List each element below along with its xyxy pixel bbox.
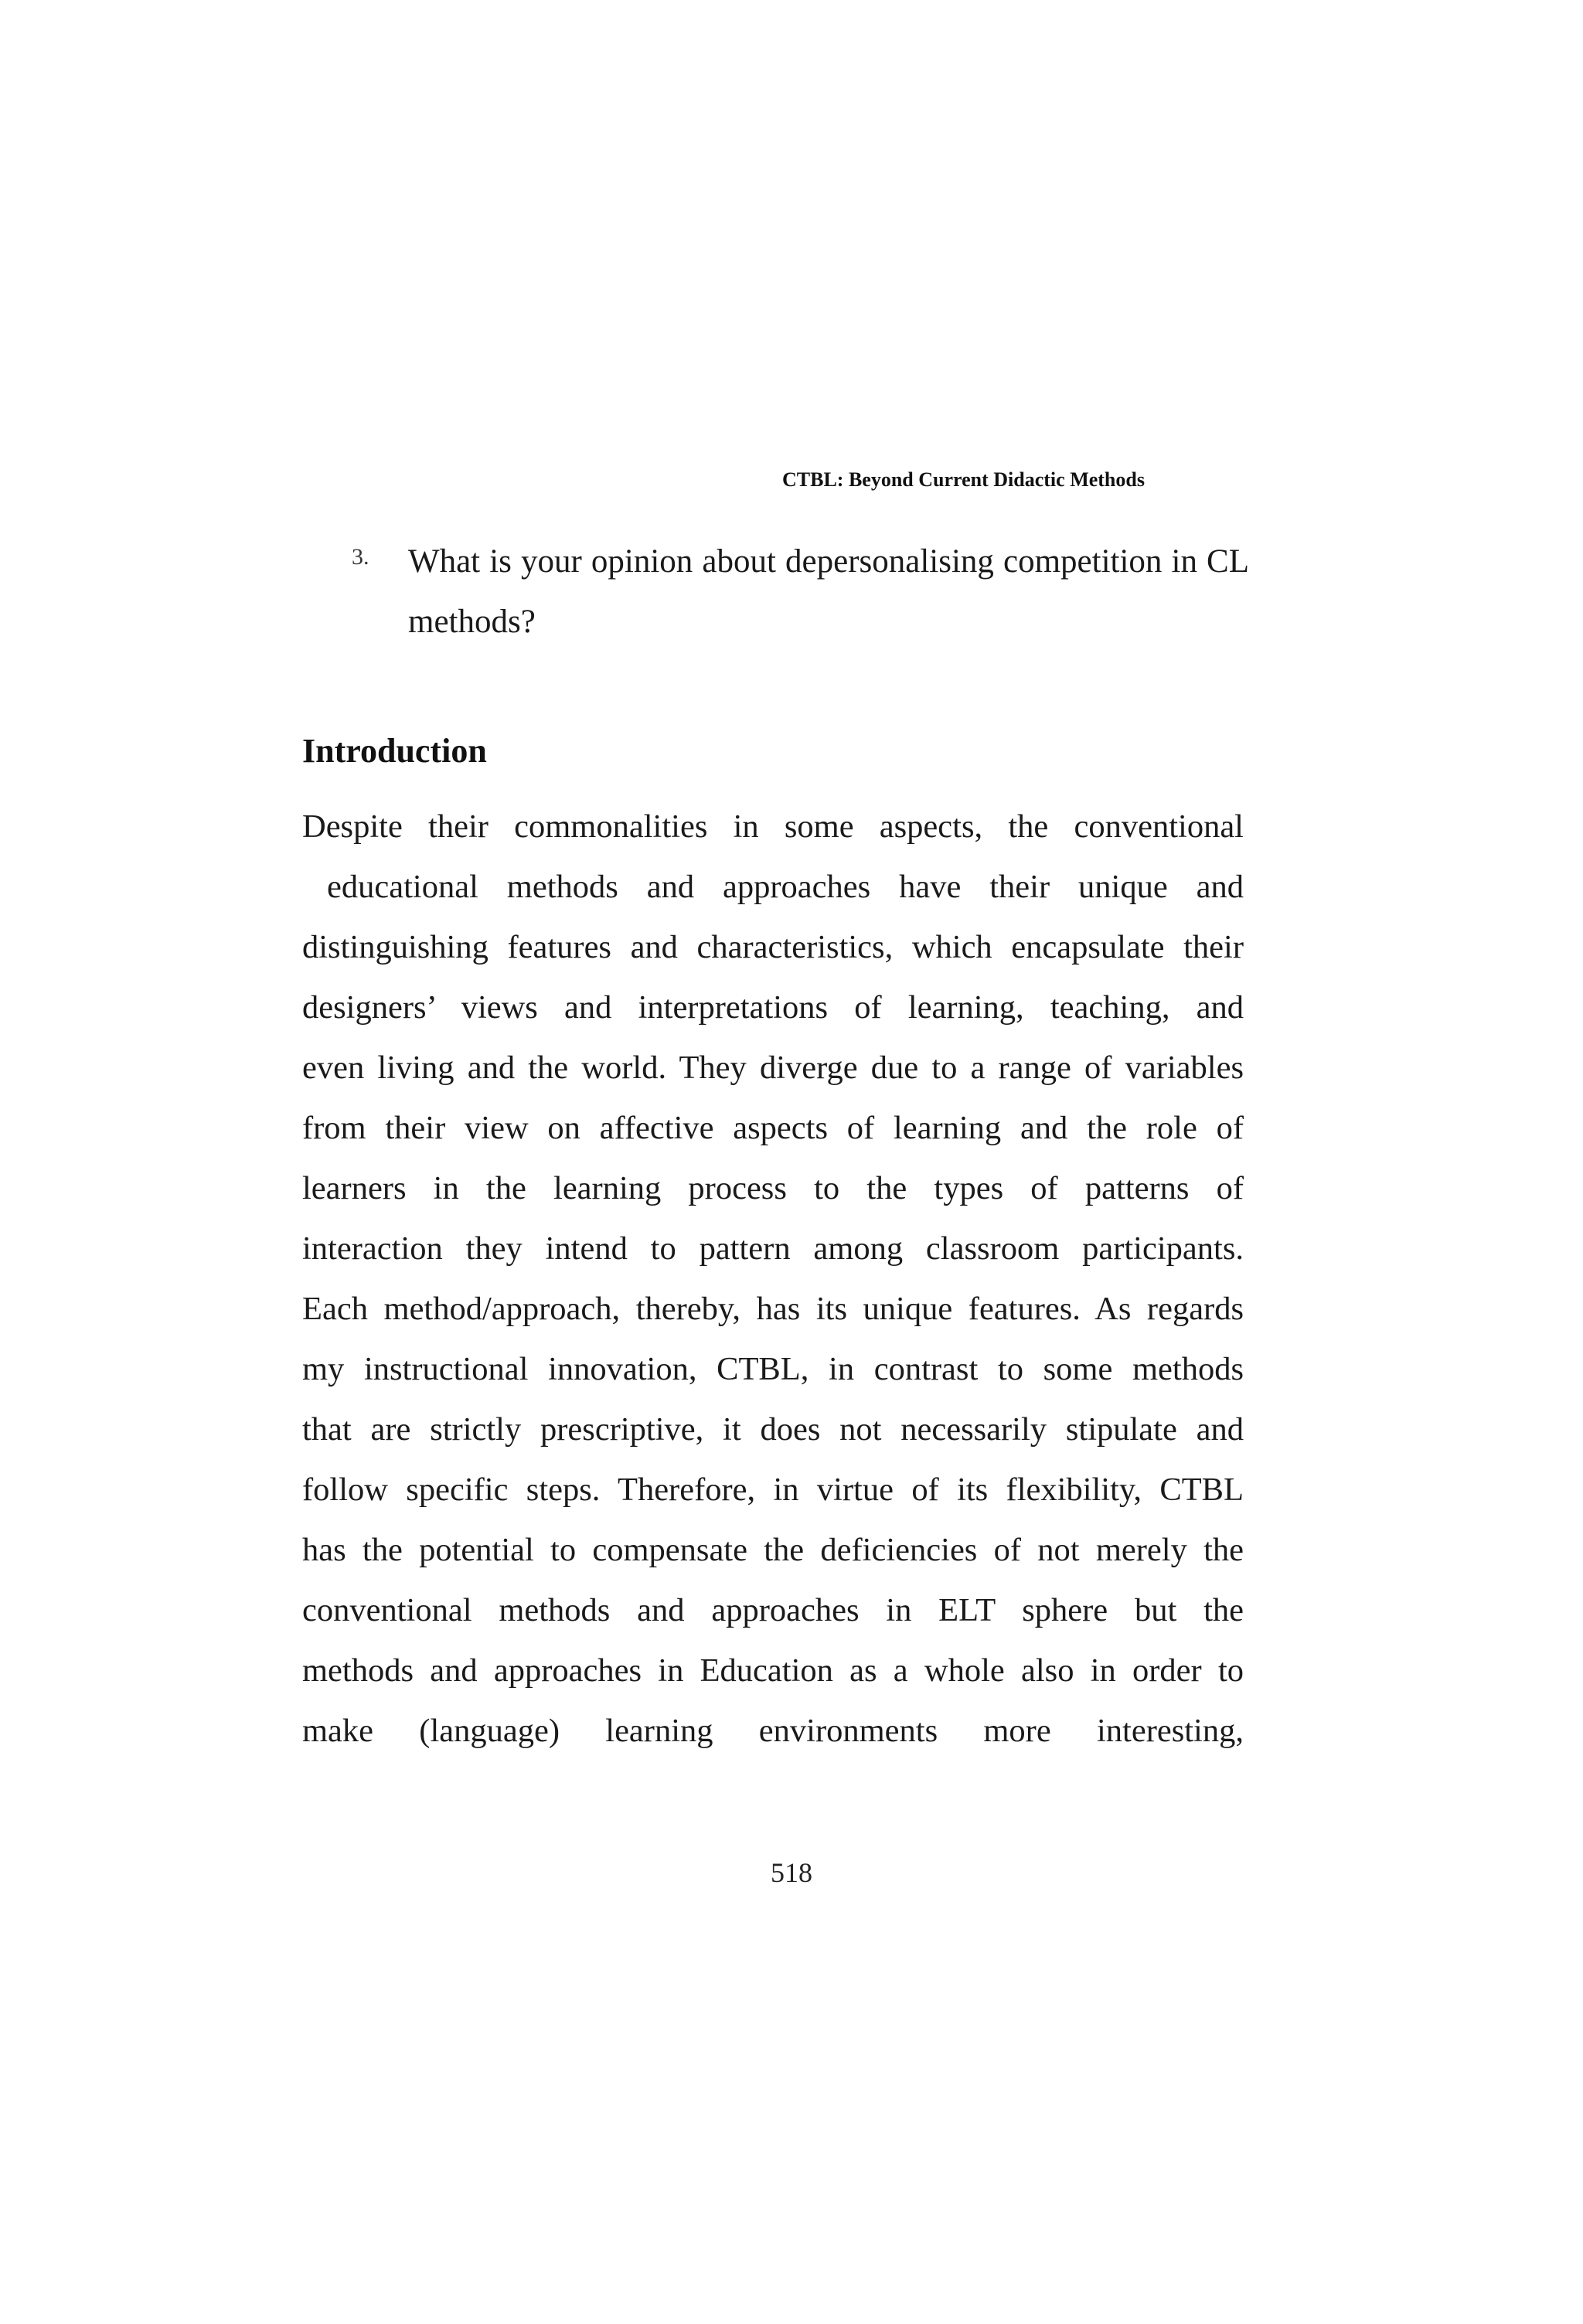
body-line: follow specific steps. Therefore, in virtue of its flexibility, CTBL bbox=[302, 1472, 1244, 1508]
body-line: from their view on affective aspects of learning and the role of bbox=[302, 1110, 1244, 1146]
body-line: designers’ views and interpretations of learning, teaching, and bbox=[302, 989, 1244, 1026]
body-line: methods and approaches in Education as a whole also in order to bbox=[302, 1652, 1244, 1689]
body-line: even living and the world. They diverge due to a range of variables bbox=[302, 1050, 1244, 1086]
body-line: Despite their commonalities in some aspects, the conventional bbox=[302, 808, 1244, 845]
body-line: interaction they intend to pattern among classroom participants. bbox=[302, 1230, 1244, 1267]
body-line: educational methods and approaches have their unique and bbox=[327, 869, 1244, 905]
page-number: 518 bbox=[771, 1857, 812, 1888]
body-line: make (language) learning environments more interesting, bbox=[302, 1713, 1244, 1749]
section-heading: Introduction bbox=[302, 732, 487, 770]
body-line: learners in the learning process to the types of patterns of bbox=[302, 1170, 1244, 1206]
body-paragraph bbox=[302, 797, 1244, 1761]
body-line: my instructional innovation, CTBL, in contrast to some methods bbox=[302, 1351, 1244, 1387]
body-line: Each method/approach, thereby, has its unique features. As regards bbox=[302, 1291, 1244, 1327]
body-line: that are strictly prescriptive, it does not necessarily stipulate and bbox=[302, 1411, 1244, 1448]
question-number: 3. bbox=[352, 544, 369, 570]
body-line: conventional methods and approaches in ELT sphere but the bbox=[302, 1592, 1244, 1628]
running-header: CTBL: Beyond Current Didactic Methods bbox=[782, 468, 1145, 491]
body-line: has the potential to compensate the deficiencies of not merely the bbox=[302, 1532, 1244, 1568]
body-line: distinguishing features and characteristics, which encapsulate their bbox=[302, 929, 1244, 965]
question-text: What is your opinion about depersonalising competition in CL methods? bbox=[408, 543, 1249, 640]
